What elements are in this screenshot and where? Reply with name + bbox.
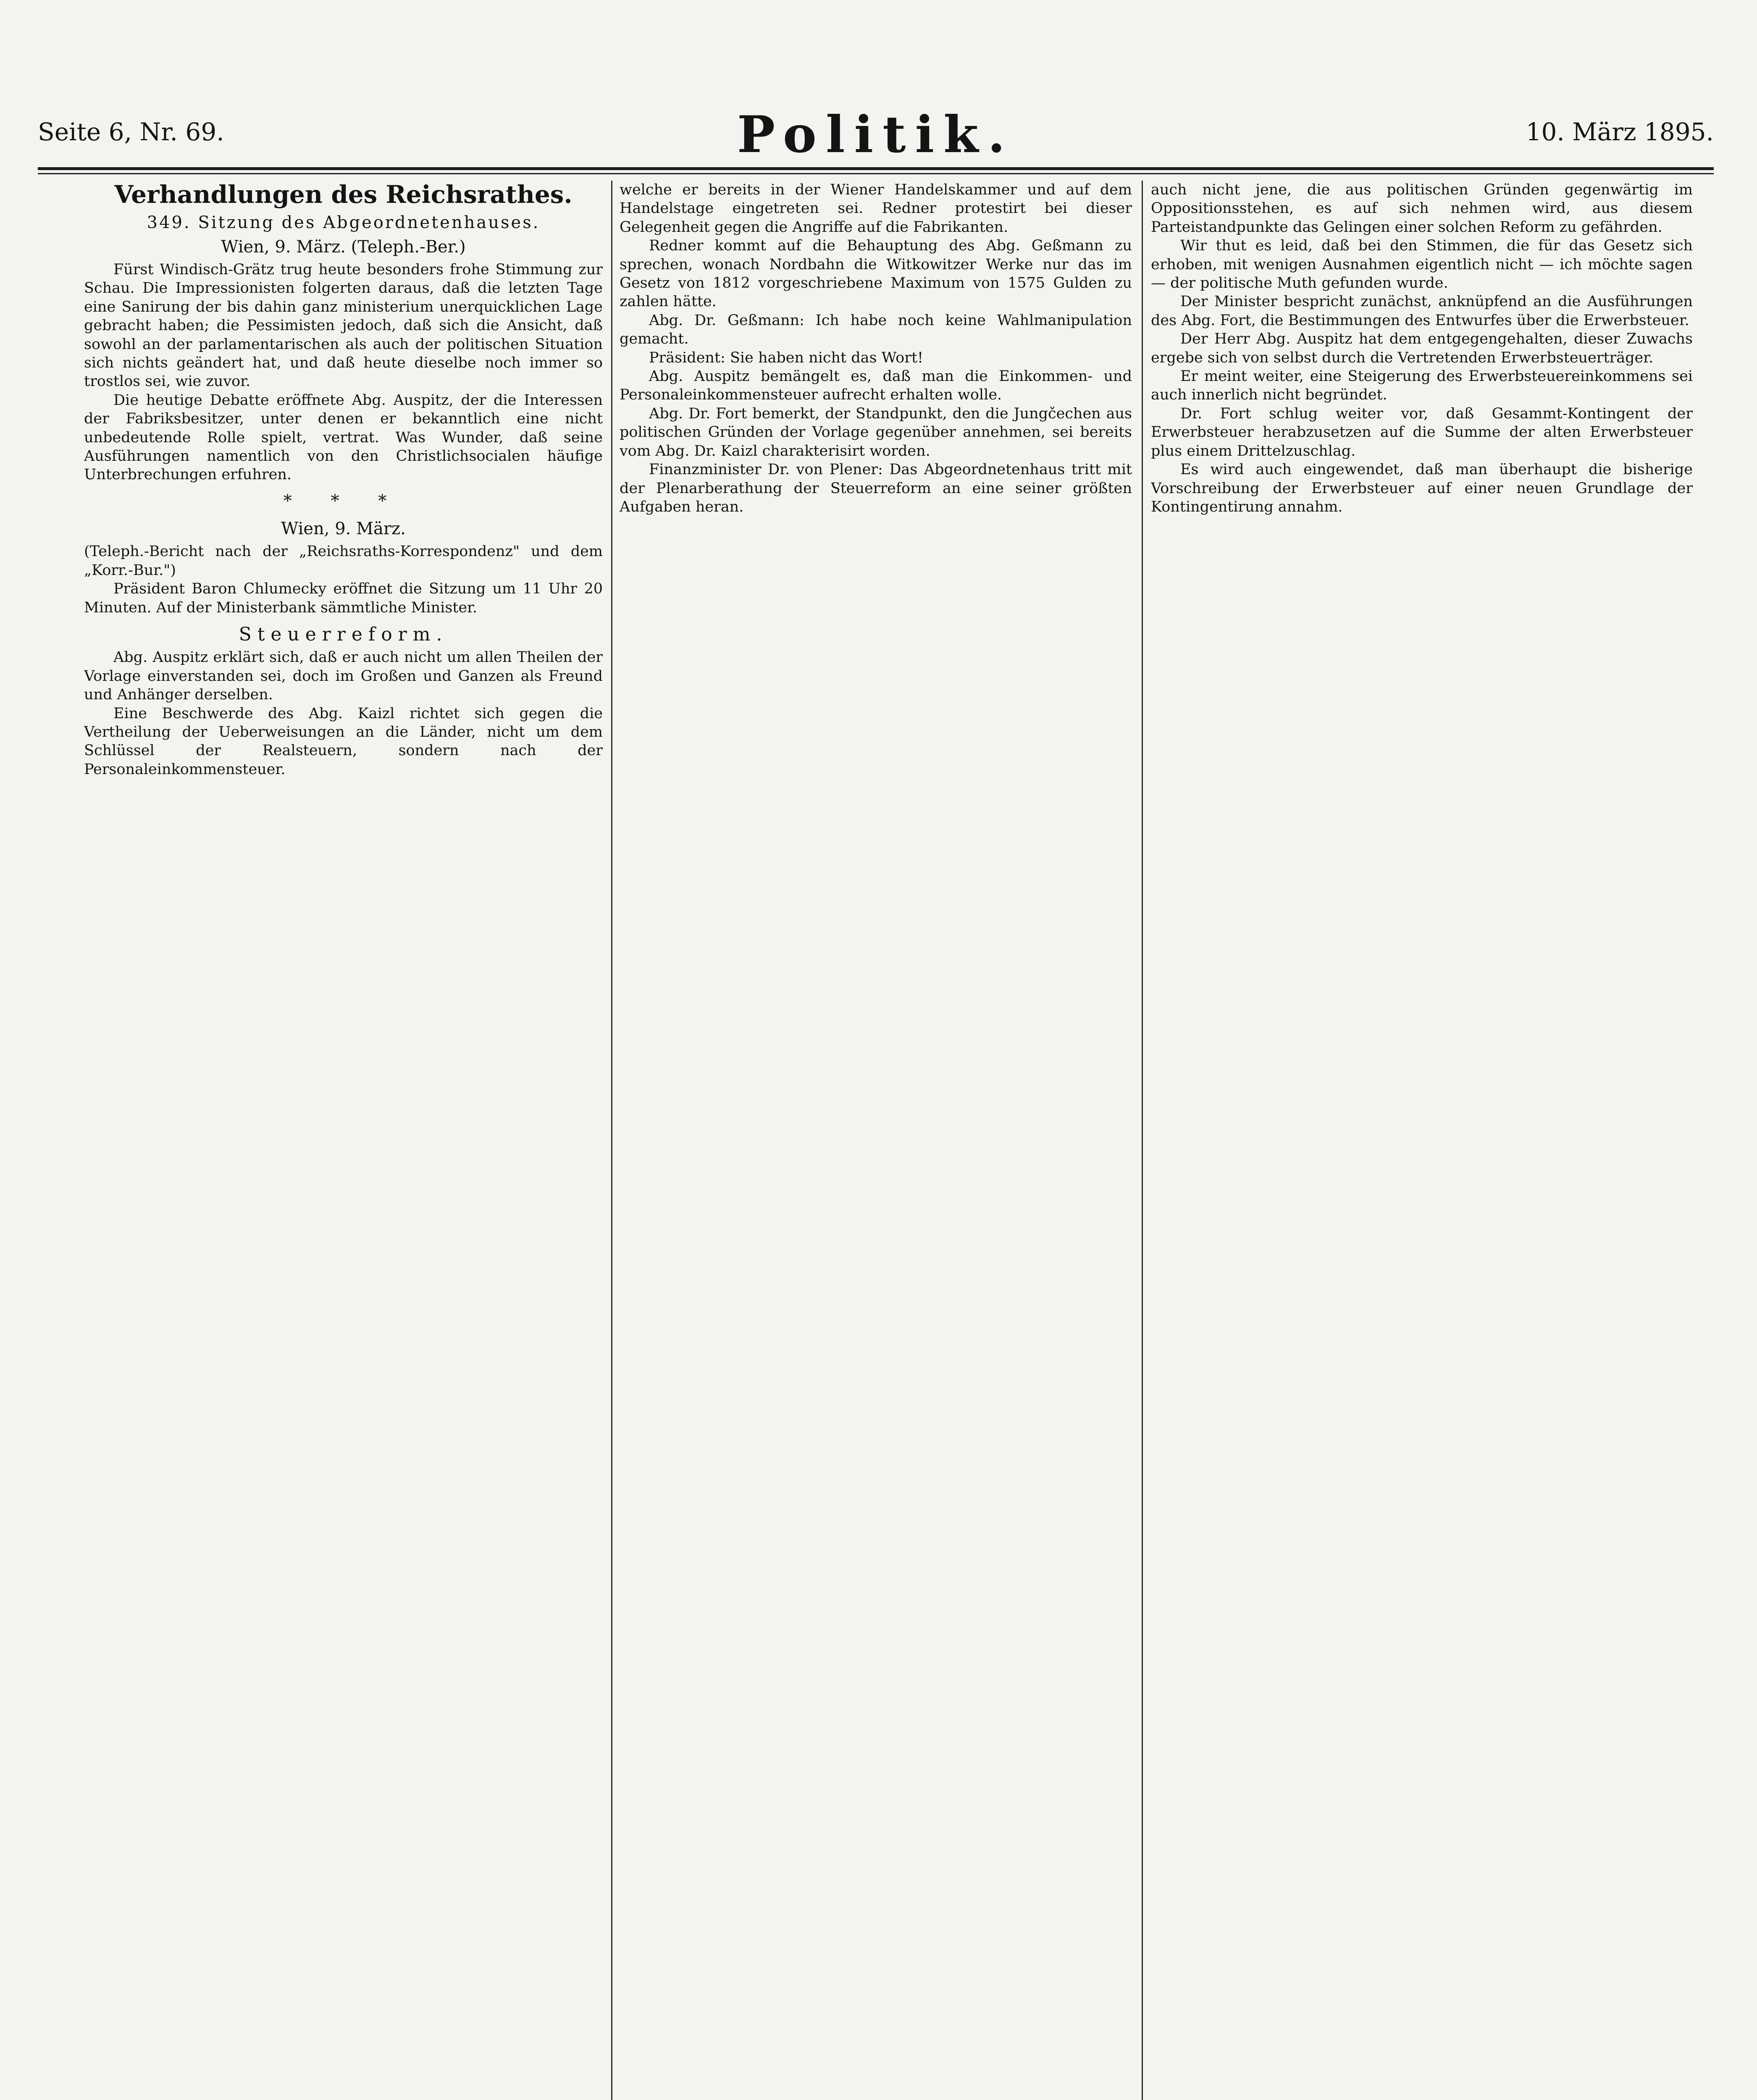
paragraph: Finanzminister Dr. von Plener: Das Abgeordnetenhaus tritt mit der Plenarberathung der Steuerreform an eine seiner größten Aufgaben heran. bbox=[620, 461, 1132, 515]
section-name: Politik. bbox=[737, 105, 1015, 164]
article-subtitle: 349. Sitzung des Abgeordnetenhauses. bbox=[147, 213, 540, 232]
paragraph: Abg. Dr. Geßmann: Ich habe noch keine Wahlmanipulation gemacht. bbox=[620, 312, 1132, 348]
dateline: Wien, 9. März. bbox=[281, 519, 406, 539]
paragraph: Der Minister bespricht zunächst, anknüpfend an die Ausführungen des Abg. Fort, die Bestimmungen des Entwurfes über die Erwerbsteuer. bbox=[1151, 293, 1693, 329]
article-title: Verhandlungen des Reichsrathes. bbox=[114, 181, 573, 209]
section-separator: * * * bbox=[283, 491, 404, 511]
paragraph: auch nicht jene, die aus politischen Gründen gegenwärtig im Oppositionsstehen, es auf sich nehmen wird, aus diesem Parteistandpunkte das Gelingen einer solchen Reform zu gefährden. bbox=[1151, 181, 1693, 236]
paragraph: welche er bereits in der Wiener Handelskammer und auf dem Handelstage eingetreten sei. Redner protestirt bei dieser Gelegenheit gegen die Angriffe auf die Fabrikanten. bbox=[620, 181, 1132, 236]
masthead-rule-thin bbox=[38, 173, 1714, 174]
paragraph: Er meint weiter, eine Steigerung des Erwerbsteuereinkommens sei auch innerlich nicht begründet. bbox=[1151, 368, 1693, 404]
column-1 bbox=[84, 181, 603, 2100]
paragraph: Eine Beschwerde des Abg. Kaizl richtet sich gegen die Vertheilung der Ueberweisungen an die Länder, nicht um dem Schlüssel der Realsteuern, sondern nach der Personaleinkommensteuer. bbox=[84, 705, 603, 778]
paragraph: Abg. Auspitz erklärt sich, daß er auch nicht um allen Theilen der Vorlage einverstanden sei, doch im Großen und Ganzen als Freund und Anhänger derselben. bbox=[84, 649, 603, 704]
paragraph: Wir thut es leid, daß bei den Stimmen, die für das Gesetz sich erhoben, mit wenigen Ausnahmen eigentlich nicht — ich möchte sagen — der politische Muth gefunden wurde. bbox=[1151, 237, 1693, 292]
section-heading: Steuerreform. bbox=[239, 623, 448, 645]
masthead bbox=[38, 105, 1714, 168]
paragraph: Es wird auch eingewendet, daß man überhaupt die bisherige Vorschreibung der Erwerbsteuer auf einer neuen Grundlage der Kontingentirung annahm. bbox=[1151, 461, 1693, 515]
paragraph: Redner kommt auf die Behauptung des Abg. Geßmann zu sprechen, wonach Nordbahn die Witkowitzer Werke nur das im Gesetz von 1812 vorgeschriebene Maximum von 1575 Gulden zu zahlen hätte. bbox=[620, 237, 1132, 310]
paragraph: Die heutige Debatte eröffnete Abg. Auspitz, der die Interessen der Fabriksbesitzer, unter denen er bekanntlich eine nicht unbedeutende Rolle spielt, vertrat. Was Wunder, daß seine Ausführungen namentlich von den Christlichsocialen häufige Unterbrechungen erfuhren. bbox=[84, 391, 603, 483]
paragraph: Dr. Fort schlug weiter vor, daß Gesammt-Kontingent der Erwerbsteuer herabzusetzen auf die Summe der alten Erwerbsteuer plus einem Drittelzuschlag. bbox=[1151, 405, 1693, 459]
paragraph: Fürst Windisch-Grätz trug heute besonders frohe Stimmung zur Schau. Die Impressionisten folgerten daraus, daß die letzten Tage eine Sanirung der bis dahin ganz ministerium unerquicklichen Lage gebracht haben; die Pessimisten jedoch, daß sich die Ansicht, daß sowohl an der parlamentarischen als auch der politischen Situation sich nichts geändert hat, und daß heute dieselbe noch immer so trostlos sei, wie zuvor. bbox=[84, 261, 603, 390]
column-3 bbox=[1151, 181, 1693, 2100]
column-divider bbox=[1142, 181, 1143, 2100]
column-2 bbox=[620, 181, 1132, 2100]
paragraph: Abg. Auspitz bemängelt es, daß man die Einkommen- und Personaleinkommensteuer aufrecht erhalten wolle. bbox=[620, 368, 1132, 404]
telegram-note: (Teleph.-Bericht nach der „Reichsraths-Korrespondenz" und dem „Korr.-Bur.") bbox=[84, 543, 603, 579]
page-number: Seite 6, Nr. 69. bbox=[38, 118, 224, 146]
paragraph: Der Herr Abg. Auspitz hat dem entgegengehalten, dieser Zuwachs ergebe sich von selbst durch die Vertretenden Erwerbsteuerträger. bbox=[1151, 331, 1693, 366]
column-divider bbox=[611, 181, 612, 2100]
issue-date: 10. März 1895. bbox=[1526, 118, 1714, 146]
masthead-rule bbox=[38, 167, 1714, 170]
paragraph: Präsident Baron Chlumecky eröffnet die Sitzung um 11 Uhr 20 Minuten. Auf der Ministerbank sämmtliche Minister. bbox=[84, 580, 603, 616]
paragraph: Präsident: Sie haben nicht das Wort! bbox=[649, 349, 924, 366]
dateline: Wien, 9. März. (Teleph.-Ber.) bbox=[221, 237, 466, 257]
paragraph: Abg. Dr. Fort bemerkt, der Standpunkt, den die Jungčechen aus politischen Gründen der Vorlage gegenüber annehmen, sei bereits vom Abg. Dr. Kaizl charakterisirt worden. bbox=[620, 405, 1132, 459]
